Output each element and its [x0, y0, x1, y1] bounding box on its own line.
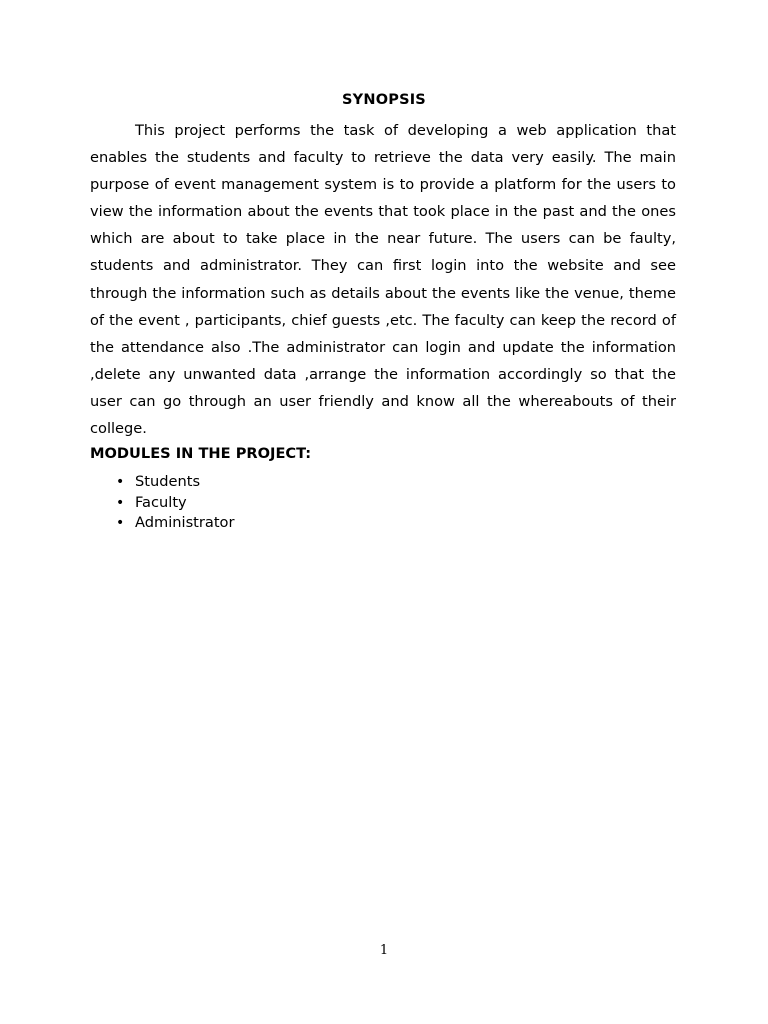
modules-list — [90, 472, 234, 534]
module-label: Faculty — [135, 493, 187, 511]
synopsis-paragraph: This project performs the task of developing a web application that enables the students and faculty to retrieve the data very easily. The main purpose of event management system is to provide a platform for the users to view the information about the events that took place in the past and the ones which are about to take place in the near future. The users can be faulty, students and administrator. They can first login into the website and see through the information such as details about the events like the venue, theme of the event , participants, chief guests ,etc. The faculty can keep the record of the attendance also .The administrator can login and update the information ,delete any unwanted data ,arrange the information accordingly so that the user can go through an user friendly and know all the whereabouts of their college. — [90, 122, 676, 438]
bullet-icon: • — [116, 474, 125, 490]
bullet-icon: • — [116, 515, 125, 531]
module-label: Administrator — [135, 514, 235, 531]
page-number: 1 — [379, 943, 389, 958]
module-label: Students — [135, 473, 201, 490]
bullet-icon: • — [116, 494, 125, 511]
synopsis-heading: SYNOPSIS — [342, 92, 426, 108]
module-item-administrator — [90, 513, 234, 534]
module-item-faculty — [90, 493, 234, 514]
module-item-students — [90, 472, 234, 493]
modules-heading: MODULES IN THE PROJECT: — [90, 445, 312, 462]
